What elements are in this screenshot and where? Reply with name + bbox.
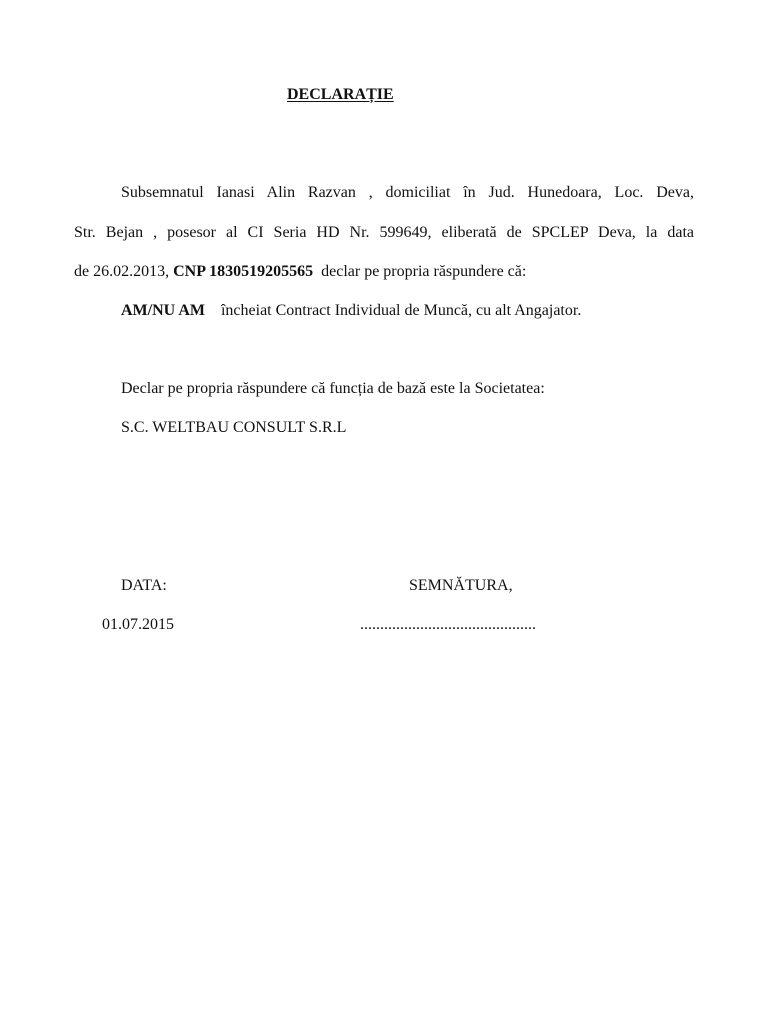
cnp-value: CNP 1830519205565	[173, 263, 314, 280]
date-value: 01.07.2015	[102, 616, 174, 633]
paragraph-1-line-3	[74, 262, 526, 282]
statement-text: încheiat Contract Individual de Muncă, cu alt Angajator.	[220, 302, 582, 319]
statement-line	[121, 301, 581, 321]
paragraph-1-line-1	[74, 183, 694, 203]
date-label: DATA:	[121, 577, 167, 594]
declaration-2: Declar pe propria răspundere că funcția de bază este la Societatea:	[121, 380, 545, 397]
signature-line: ............................................	[360, 616, 536, 633]
issue-date-text: de 26.02.2013,	[74, 263, 170, 280]
paragraph-1-line-2: Str. Bejan , posesor al CI Seria HD Nr. 599649, eliberată de SPCLEP Deva, la data	[74, 224, 694, 241]
subsemnatul-label: Subsemnatul	[121, 184, 204, 201]
document-title: DECLARAȚIE	[287, 86, 394, 103]
person-name: Ianasi Alin Razvan	[216, 184, 356, 201]
signature-label: SEMNĂTURA,	[409, 577, 513, 594]
declaration-intro: declar pe propria răspundere că:	[321, 263, 527, 280]
company-name: S.C. WELTBAU CONSULT S.R.L	[121, 419, 347, 436]
am-nu-am-option: AM/NU AM	[121, 302, 205, 319]
address-text: , domiciliat în Jud. Hunedoara, Loc. Deva,	[368, 184, 695, 201]
